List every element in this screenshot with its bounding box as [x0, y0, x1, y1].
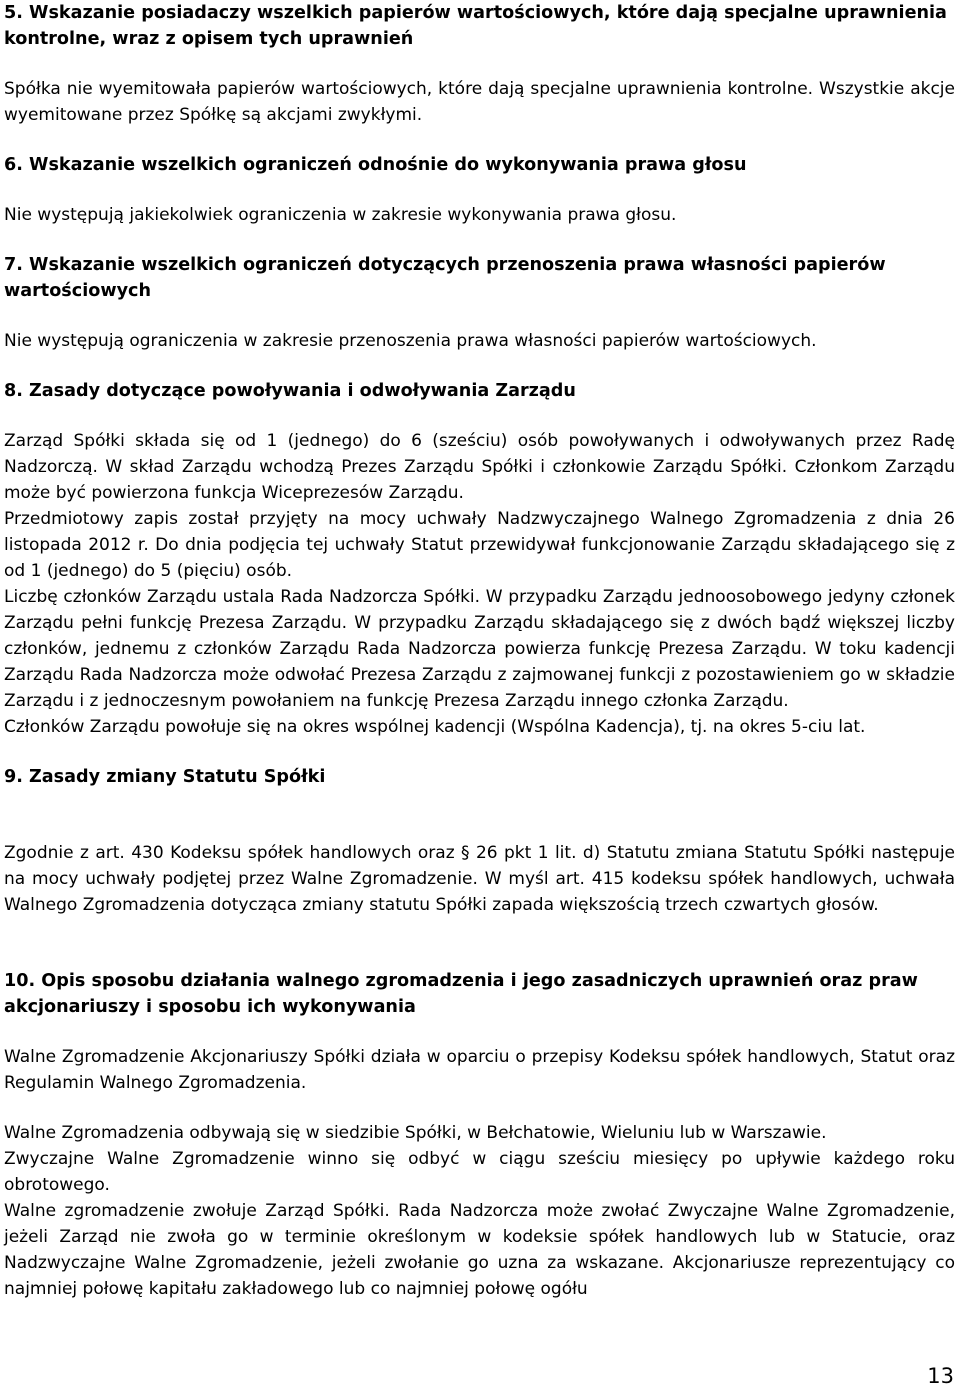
section-5-paragraph: Spółka nie wyemitowała papierów wartościowych, które dają specjalne uprawnienia kontrolne. Wszystkie akcje wyemitowane przez Spółkę są akcjami zwykłymi.: [4, 79, 955, 125]
section-10-paragraph-4: Walne zgromadzenie zwołuje Zarząd Spółki. Rada Nadzorcza może zwołać Zwyczajne Walne Zgromadzenie, jeżeli Zarząd nie zwoła go w terminie określonym w kodeksie spółek handlowych lub w Statucie, oraz Nadzwyczajne Walne Zgromadzenie, jeżeli zwołanie go uzna za wskazane. Akcjonariusze reprezentujący co najmniej połowę kapitału zakładowego lub co najmniej połowę ogółu: [4, 1201, 955, 1299]
document-page: [4, 0, 955, 1302]
page-number: 13: [927, 1364, 954, 1388]
section-8-paragraph-4: Członków Zarządu powołuje się na okres wspólnej kadencji (Wspólna Kadencja), tj. na okres 5-ciu lat.: [4, 717, 866, 737]
section-10-paragraph-3: Zwyczajne Walne Zgromadzenie winno się odbyć w ciągu sześciu miesięcy po upływie każdego roku obrotowego.: [4, 1149, 955, 1195]
section-8-paragraph-2: Przedmiotowy zapis został przyjęty na mocy uchwały Nadzwyczajnego Walnego Zgromadzenia z dnia 26 listopada 2012 r. Do dnia podjęcia tej uchwały Statut przewidywał funkcjonowanie Zarządu składającego się z od 1 (jednego) do 5 (pięciu) osób.: [4, 509, 955, 581]
section-10-paragraph-2: Walne Zgromadzenia odbywają się w siedzibie Spółki, w Bełchatowie, Wieluniu lub w Warszawie.: [4, 1123, 827, 1143]
section-8-heading: 8. Zasady dotyczące powoływania i odwoływania Zarządu: [4, 381, 576, 401]
section-5-heading: 5. Wskazanie posiadaczy wszelkich papierów wartościowych, które dają specjalne uprawnienia kontrolne, wraz z opisem tych uprawnień: [4, 3, 947, 49]
section-9-heading: 9. Zasady zmiany Statutu Spółki: [4, 767, 326, 787]
section-7-paragraph: Nie występują ograniczenia w zakresie przenoszenia prawa własności papierów wartościowych.: [4, 331, 817, 351]
section-10-heading: 10. Opis sposobu działania walnego zgromadzenia i jego zasadniczych uprawnień oraz praw akcjonariuszy i sposobu ich wykonywania: [4, 971, 918, 1017]
section-8-paragraph-1: Zarząd Spółki składa się od 1 (jednego) do 6 (sześciu) osób powoływanych i odwoływanych przez Radę Nadzorczą. W skład Zarządu wchodzą Prezes Zarządu Spółki i członkowie Zarządu Spółki. Członkom Zarządu może być powierzona funkcja Wiceprezesów Zarządu.: [4, 431, 955, 503]
section-7-heading: 7. Wskazanie wszelkich ograniczeń dotyczących przenoszenia prawa własności papierów wartościowych: [4, 255, 886, 301]
section-6-heading: 6. Wskazanie wszelkich ograniczeń odnośnie do wykonywania prawa głosu: [4, 155, 747, 175]
section-8-paragraph-3: Liczbę członków Zarządu ustala Rada Nadzorcza Spółki. W przypadku Zarządu jednoosobowego jedyny członek Zarządu pełni funkcję Prezesa Zarządu. W przypadku Zarządu składającego się z dwóch bądź większej liczby członków, jednemu z członków Zarządu Rada Nadzorcza powierza funkcję Prezesa Zarządu. W toku kadencji Zarządu Rada Nadzorcza może odwołać Prezesa Zarządu z zajmowanej funkcji z pozostawieniem go w składzie Zarządu i z jednoczesnym powołaniem na funkcję Prezesa Zarządu innego członka Zarządu.: [4, 587, 955, 711]
section-6-paragraph: Nie występują jakiekolwiek ograniczenia w zakresie wykonywania prawa głosu.: [4, 205, 677, 225]
section-10-paragraph-1: Walne Zgromadzenie Akcjonariuszy Spółki działa w oparciu o przepisy Kodeksu spółek handlowych, Statut oraz Regulamin Walnego Zgromadzenia.: [4, 1047, 955, 1093]
section-9-paragraph: Zgodnie z art. 430 Kodeksu spółek handlowych oraz § 26 pkt 1 lit. d) Statutu zmiana Statutu Spółki następuje na mocy uchwały podjętej przez Walne Zgromadzenie. W myśl art. 415 kodeksu spółek handlowych, uchwała Walnego Zgromadzenia dotycząca zmiany statutu Spółki zapada większością trzech czwartych głosów.: [4, 843, 955, 915]
